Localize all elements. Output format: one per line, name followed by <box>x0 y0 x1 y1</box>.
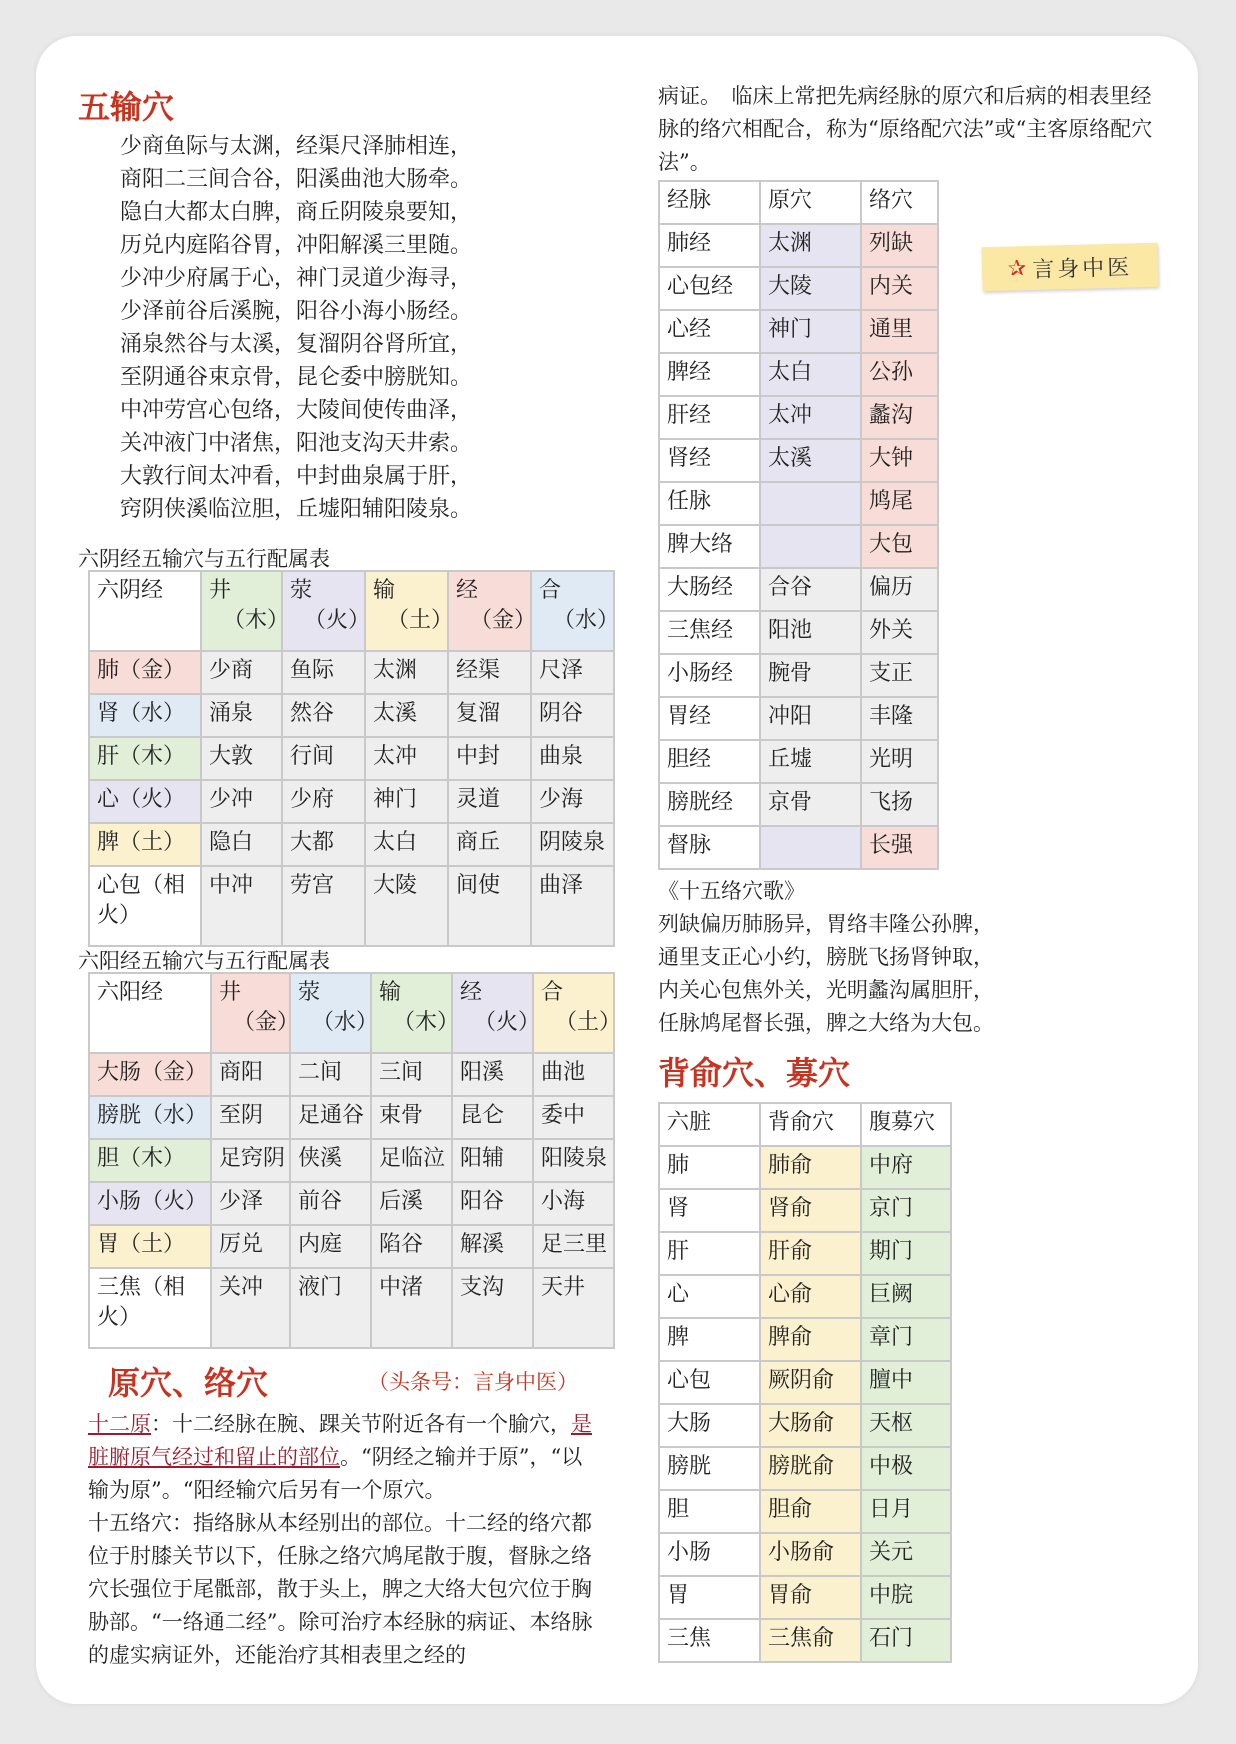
poem-line: 商阳二三间合谷，阳溪曲池大肠牵。 <box>120 167 473 192</box>
table-row <box>659 224 938 267</box>
table-cell: 中冲 <box>201 866 282 946</box>
table-cell: 侠溪 <box>290 1139 371 1182</box>
table-cell: 心包 <box>659 1361 760 1404</box>
table-cell <box>760 826 861 869</box>
table-cell: 光明 <box>861 740 938 783</box>
table-cell: 足通谷 <box>290 1096 371 1139</box>
row-label: 肝（木） <box>89 737 201 780</box>
section-title-wushu: 五输穴 <box>78 88 175 126</box>
row-label: 小肠（火） <box>89 1182 211 1225</box>
table-cell: 巨阙 <box>861 1275 951 1318</box>
table-row <box>89 1225 614 1268</box>
table-row <box>659 654 938 697</box>
table-cell: 少府 <box>282 780 365 823</box>
table-cell: 阳谷 <box>452 1182 533 1225</box>
table-cell: 商丘 <box>448 823 531 866</box>
paragraph-text: 十五络穴：指络脉从本经别出的部位。十二经的络穴都位于肘膝关节以下，任脉之络穴鸠尾散于腹，督脉之络穴长强位于尾骶部，散于头上，脾之大络大包穴位于胸胁部。“一络通二经”。除可治疗本经脉的病证、本络脉的虚实病证外，还能治疗其相表里之经的 <box>88 1511 593 1667</box>
section-title-yuanluo: 原穴、络穴 <box>108 1364 269 1402</box>
header-cell: 络穴 <box>861 181 938 224</box>
table-row <box>659 783 938 826</box>
table-cell: 大包 <box>861 525 938 568</box>
table-cell: 少泽 <box>211 1182 290 1225</box>
table-cell: 大敦 <box>201 737 282 780</box>
table-row <box>659 826 938 869</box>
table-cell: 涌泉 <box>201 694 282 737</box>
table-row <box>659 611 938 654</box>
poem-line: 窍阴侠溪临泣胆，丘墟阳辅阳陵泉。 <box>120 497 473 522</box>
table-row <box>659 1576 951 1619</box>
table-cell: 肾俞 <box>760 1189 861 1232</box>
poem-line: 通里支正心小约，膀胱飞扬肾钟取， <box>658 945 994 969</box>
table-row <box>659 1275 951 1318</box>
table-cell: 日月 <box>861 1490 951 1533</box>
yuanluo-table <box>658 180 939 870</box>
shumu-table <box>658 1102 952 1663</box>
poem-line: 隐白大都太白脾，商丘阴陵泉要知， <box>120 200 473 225</box>
table-cell: 外关 <box>861 611 938 654</box>
poem-line: 至阴通谷束京骨，昆仑委中膀胱知。 <box>120 365 473 390</box>
table-row <box>659 1404 951 1447</box>
table-cell: 中府 <box>861 1146 951 1189</box>
table-cell: 劳宫 <box>282 866 365 946</box>
table-cell <box>760 482 861 525</box>
poem-line: 少冲少府属于心，神门灵道少海寻， <box>120 266 473 291</box>
table-cell: 曲泉 <box>531 737 614 780</box>
term-shier-yuan: 十二原 <box>88 1412 151 1436</box>
table-cell: 膻中 <box>861 1361 951 1404</box>
table-cell: 大都 <box>282 823 365 866</box>
table-cell <box>760 525 861 568</box>
brand-stamp <box>981 243 1158 292</box>
row-label: 胆（木） <box>89 1139 211 1182</box>
table-cell: 小海 <box>533 1182 614 1225</box>
table-cell: 膀胱 <box>659 1447 760 1490</box>
table-cell: 经渠 <box>448 651 531 694</box>
table-cell: 丰隆 <box>861 697 938 740</box>
table-row <box>659 568 938 611</box>
poem-line: 任脉鸠尾督长强，脾之大络为大包。 <box>658 1011 994 1035</box>
table-cell: 列缺 <box>861 224 938 267</box>
table-cell: 太渊 <box>365 651 448 694</box>
header-cell: 输 （土） <box>365 571 448 651</box>
table-cell: 脾大络 <box>659 525 760 568</box>
table-cell: 阳池 <box>760 611 861 654</box>
table-cell: 至阴 <box>211 1096 290 1139</box>
table-row <box>659 1189 951 1232</box>
table-cell: 肝 <box>659 1232 760 1275</box>
table-cell: 行间 <box>282 737 365 780</box>
header-cell: 合 （土） <box>533 973 614 1053</box>
table-cell: 胆俞 <box>760 1490 861 1533</box>
row-label: 大肠（金） <box>89 1053 211 1096</box>
table-cell: 厥阴俞 <box>760 1361 861 1404</box>
table-cell: 肺 <box>659 1146 760 1189</box>
table-cell: 中极 <box>861 1447 951 1490</box>
table-cell: 天井 <box>533 1268 614 1348</box>
header-cell: 腹募穴 <box>861 1103 951 1146</box>
table-cell: 飞扬 <box>861 783 938 826</box>
table-row <box>659 525 938 568</box>
table-cell: 关元 <box>861 1533 951 1576</box>
header-cell: 荥 （水） <box>290 973 371 1053</box>
table-cell: 神门 <box>365 780 448 823</box>
table-cell: 鸠尾 <box>861 482 938 525</box>
header-cell: 经 （金） <box>448 571 531 651</box>
table-row <box>659 396 938 439</box>
table-cell: 委中 <box>533 1096 614 1139</box>
table-cell: 京门 <box>861 1189 951 1232</box>
table-row <box>89 780 614 823</box>
yin-table-caption: 六阴经五输穴与五行配属表 <box>78 547 330 571</box>
table-cell: 神门 <box>760 310 861 353</box>
table-cell: 冲阳 <box>760 697 861 740</box>
table-cell: 商阳 <box>211 1053 290 1096</box>
table-row <box>89 1096 614 1139</box>
row-label: 三焦（相火） <box>89 1268 211 1348</box>
table-cell: 膀胱经 <box>659 783 760 826</box>
table-cell: 脾俞 <box>760 1318 861 1361</box>
table-cell: 支正 <box>861 654 938 697</box>
table-cell: 肾 <box>659 1189 760 1232</box>
table-cell: 三焦俞 <box>760 1619 861 1662</box>
table-cell: 足窍阴 <box>211 1139 290 1182</box>
poem-line: 涌泉然谷与太溪，复溜阴谷肾所宜， <box>120 332 473 357</box>
table-cell: 丘墟 <box>760 740 861 783</box>
table-cell: 长强 <box>861 826 938 869</box>
table-cell: 胆经 <box>659 740 760 783</box>
table-cell: 任脉 <box>659 482 760 525</box>
paragraph-text: ：十二经脉在腕、踝关节附近各有一个腧穴， <box>151 1412 571 1436</box>
row-label: 胃（土） <box>89 1225 211 1268</box>
star-icon: ✰ <box>1007 255 1027 282</box>
table-row <box>659 1318 951 1361</box>
table-row <box>89 866 614 946</box>
table-row <box>659 310 938 353</box>
table-cell: 大钟 <box>861 439 938 482</box>
poem-line: 关冲液门中渚焦，阳池支沟天井索。 <box>120 431 473 456</box>
table-cell: 阳辅 <box>452 1139 533 1182</box>
table-cell: 尺泽 <box>531 651 614 694</box>
table-cell: 三间 <box>371 1053 452 1096</box>
poem-line: 内关心包焦外关，光明蠡沟属胆肝， <box>658 978 994 1002</box>
table-cell: 灵道 <box>448 780 531 823</box>
table-cell: 小肠 <box>659 1533 760 1576</box>
table-cell: 液门 <box>290 1268 371 1348</box>
table-row <box>89 694 614 737</box>
table-cell: 复溜 <box>448 694 531 737</box>
table-row <box>659 353 938 396</box>
table-row <box>659 482 938 525</box>
header-cell: 井 （金） <box>211 973 290 1053</box>
table-row <box>89 1139 614 1182</box>
section-title-shumu: 背俞穴、募穴 <box>658 1054 851 1092</box>
table-cell: 后溪 <box>371 1182 452 1225</box>
table-row <box>659 1533 951 1576</box>
table-cell: 然谷 <box>282 694 365 737</box>
table-cell: 鱼际 <box>282 651 365 694</box>
table-cell: 章门 <box>861 1318 951 1361</box>
table-cell: 心 <box>659 1275 760 1318</box>
luo-song-title: 《十五络穴歌》 <box>658 879 805 903</box>
row-label: 心（火） <box>89 780 201 823</box>
poem-line: 历兑内庭陷谷胃，冲阳解溪三里随。 <box>120 233 473 258</box>
table-cell: 督脉 <box>659 826 760 869</box>
table-cell: 大陵 <box>760 267 861 310</box>
table-cell: 曲泽 <box>531 866 614 946</box>
table-cell: 胃经 <box>659 697 760 740</box>
table-cell: 腕骨 <box>760 654 861 697</box>
table-cell: 肝经 <box>659 396 760 439</box>
table-row <box>89 1268 614 1348</box>
header-cell: 六阴经 <box>89 571 201 651</box>
header-cell: 背俞穴 <box>760 1103 861 1146</box>
header-cell: 六脏 <box>659 1103 760 1146</box>
table-row <box>89 651 614 694</box>
table-cell: 偏历 <box>861 568 938 611</box>
yin-wushu-table <box>88 570 620 947</box>
poem-line: 少泽前谷后溪腕，阳谷小海小肠经。 <box>120 299 473 324</box>
table-cell: 脾 <box>659 1318 760 1361</box>
poem-line: 大敦行间太冲看，中封曲泉属于肝， <box>120 464 473 489</box>
table-cell: 太白 <box>760 353 861 396</box>
table-row <box>659 1447 951 1490</box>
table-row <box>89 737 614 780</box>
row-label: 膀胱（水） <box>89 1096 211 1139</box>
table-cell: 束骨 <box>371 1096 452 1139</box>
table-cell: 三焦经 <box>659 611 760 654</box>
header-cell: 输 （木） <box>371 973 452 1053</box>
table-cell: 太冲 <box>365 737 448 780</box>
luo-song <box>658 875 994 1040</box>
table-cell: 太渊 <box>760 224 861 267</box>
table-row <box>89 1182 614 1225</box>
table-cell: 脾经 <box>659 353 760 396</box>
table-cell: 合谷 <box>760 568 861 611</box>
table-row <box>659 1619 951 1662</box>
table-cell: 阴陵泉 <box>531 823 614 866</box>
header-cell: 合 （水） <box>531 571 614 651</box>
table-cell: 隐白 <box>201 823 282 866</box>
row-label: 肺（金） <box>89 651 201 694</box>
table-cell: 肝俞 <box>760 1232 861 1275</box>
table-cell: 中渚 <box>371 1268 452 1348</box>
table-cell: 陷谷 <box>371 1225 452 1268</box>
table-row <box>89 1053 614 1096</box>
table-cell: 太冲 <box>760 396 861 439</box>
table-row <box>659 1361 951 1404</box>
table-cell: 关冲 <box>211 1268 290 1348</box>
table-cell: 大肠 <box>659 1404 760 1447</box>
table-cell: 少冲 <box>201 780 282 823</box>
yang-wushu-table <box>88 972 622 1349</box>
table-cell: 小肠经 <box>659 654 760 697</box>
source-note: （头条号：言身中医） <box>368 1370 578 1394</box>
table-row <box>659 1146 951 1189</box>
table-cell: 足临泣 <box>371 1139 452 1182</box>
table-cell: 阳陵泉 <box>533 1139 614 1182</box>
table-cell: 足三里 <box>533 1225 614 1268</box>
stamp-text: 言身中医 <box>1031 254 1133 283</box>
table-cell: 曲池 <box>533 1053 614 1096</box>
table-cell: 内庭 <box>290 1225 371 1268</box>
table-cell: 大肠俞 <box>760 1404 861 1447</box>
table-cell: 肺俞 <box>760 1146 861 1189</box>
row-label: 心包（相火） <box>89 866 201 946</box>
table-cell: 间使 <box>448 866 531 946</box>
table-cell: 天枢 <box>861 1404 951 1447</box>
table-row <box>89 823 614 866</box>
table-cell: 肾经 <box>659 439 760 482</box>
table-cell: 太溪 <box>760 439 861 482</box>
table-cell: 阴谷 <box>531 694 614 737</box>
table-cell: 内关 <box>861 267 938 310</box>
table-row <box>659 439 938 482</box>
table-cell: 太白 <box>365 823 448 866</box>
table-row <box>659 697 938 740</box>
table-cell: 京骨 <box>760 783 861 826</box>
header-cell: 六阳经 <box>89 973 211 1053</box>
row-label: 肾（水） <box>89 694 201 737</box>
table-cell: 膀胱俞 <box>760 1447 861 1490</box>
table-cell: 心经 <box>659 310 760 353</box>
header-cell: 经 （火） <box>452 973 533 1053</box>
table-cell: 大肠经 <box>659 568 760 611</box>
highlight-text: 是脏腑原气经过和留止的部位 <box>88 1412 592 1469</box>
table-cell: 胃 <box>659 1576 760 1619</box>
table-cell: 大陵 <box>365 866 448 946</box>
table-cell: 少海 <box>531 780 614 823</box>
poem-line: 列缺偏历肺肠异，胃络丰隆公孙脾， <box>658 912 994 936</box>
table-row <box>659 1232 951 1275</box>
yang-table-caption: 六阳经五输穴与五行配属表 <box>78 949 330 973</box>
table-cell: 胃俞 <box>760 1576 861 1619</box>
wushu-poem <box>120 130 472 526</box>
table-cell: 胆 <box>659 1490 760 1533</box>
table-cell: 支沟 <box>452 1268 533 1348</box>
table-cell: 石门 <box>861 1619 951 1662</box>
table-cell: 蠡沟 <box>861 396 938 439</box>
table-cell: 公孙 <box>861 353 938 396</box>
table-cell: 小肠俞 <box>760 1533 861 1576</box>
paragraph-text: 。“阴经之输并于原”，“以输为原”。“阳经输穴后另有一个原穴。 <box>88 1445 583 1502</box>
header-cell: 经脉 <box>659 181 760 224</box>
table-row <box>659 1490 951 1533</box>
table-cell: 前谷 <box>290 1182 371 1225</box>
table-cell: 通里 <box>861 310 938 353</box>
table-cell: 三焦 <box>659 1619 760 1662</box>
table-cell: 二间 <box>290 1053 371 1096</box>
yuanluo-paragraph <box>88 1408 598 1672</box>
table-cell: 昆仑 <box>452 1096 533 1139</box>
table-cell: 阳溪 <box>452 1053 533 1096</box>
header-cell: 荥 （火） <box>282 571 365 651</box>
table-cell: 中封 <box>448 737 531 780</box>
header-cell: 原穴 <box>760 181 861 224</box>
table-cell: 厉兑 <box>211 1225 290 1268</box>
table-row <box>659 740 938 783</box>
table-cell: 心包经 <box>659 267 760 310</box>
table-cell: 心俞 <box>760 1275 861 1318</box>
table-row <box>659 267 938 310</box>
poem-line: 少商鱼际与太渊，经渠尺泽肺相连， <box>120 134 473 159</box>
header-cell: 井 （木） <box>201 571 282 651</box>
row-label: 脾（土） <box>89 823 201 866</box>
table-cell: 太溪 <box>365 694 448 737</box>
yuanluo-paragraph-continued: 病证。 临床上常把先病经脉的原穴和后病的相表里经脉的络穴相配合，称为“原络配穴法”或“主客原络配穴法”。 <box>658 84 1153 174</box>
poem-line: 中冲劳宫心包络，大陵间使传曲泽， <box>120 398 473 423</box>
table-cell: 少商 <box>201 651 282 694</box>
table-cell: 期门 <box>861 1232 951 1275</box>
table-cell: 肺经 <box>659 224 760 267</box>
table-cell: 解溪 <box>452 1225 533 1268</box>
table-cell: 中脘 <box>861 1576 951 1619</box>
